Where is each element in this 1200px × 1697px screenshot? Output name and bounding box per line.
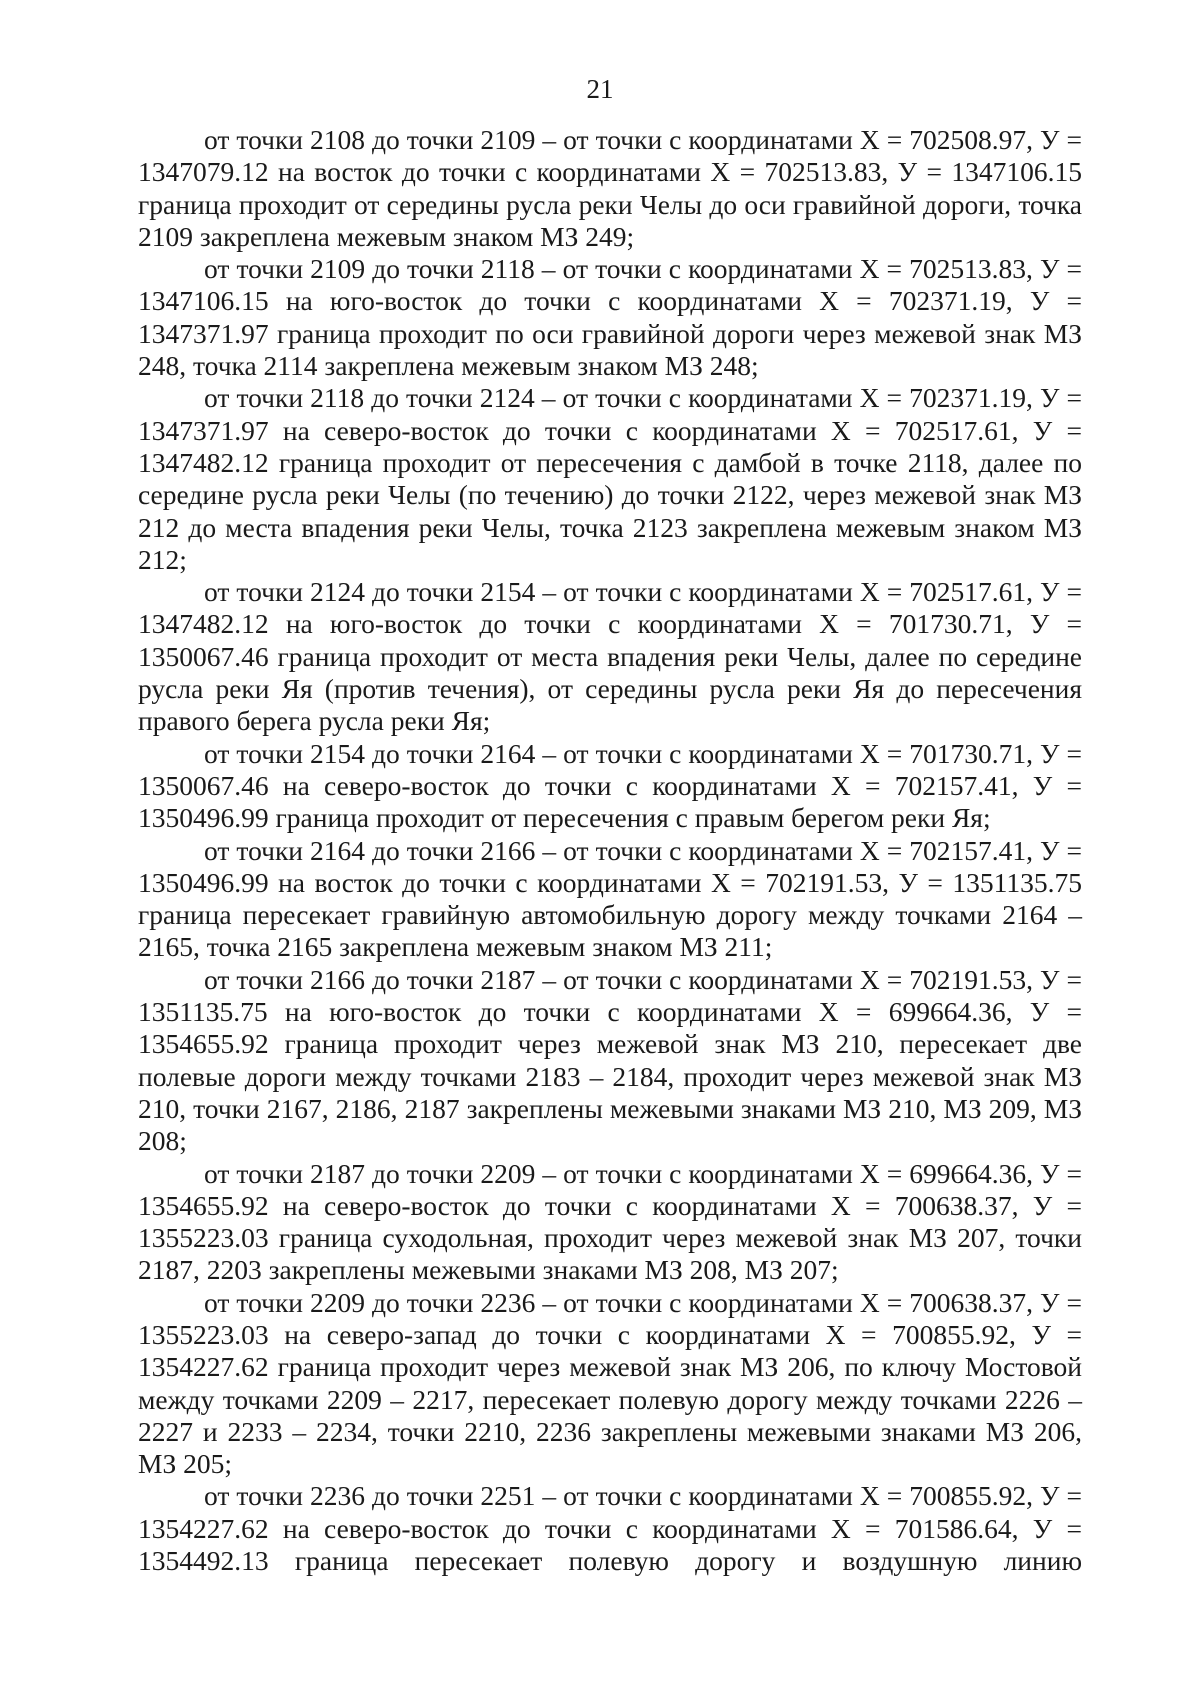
paragraph: от точки 2164 до точки 2166 – от точки с координатами Х = 702157.41, У = 1350496.99 на восток до точки с координатами Х = 702191.53, У = 1351135.75 граница пересекает гравийную автомобильную дорогу между точками 2164 – 2165, точка 2165 закреплена межевым знаком МЗ 211; xyxy=(138,834,1082,963)
paragraph: от точки 2118 до точки 2124 – от точки с координатами Х = 702371.19, У = 1347371.97 на северо-восток до точки с координатами Х = 702517.61, У = 1347482.12 граница проходит от пересечения с дамбой в точке 2118, далее по середине русла реки Челы (по течению) до точки 2122, через межевой знак МЗ 212 до места впадения реки Челы, точка 2123 закреплена межевым знаком МЗ 212; xyxy=(138,382,1082,575)
document-body xyxy=(138,124,1082,1577)
paragraph: от точки 2236 до точки 2251 – от точки с координатами Х = 700855.92, У = 1354227.62 на северо-восток до точки с координатами Х = 701586.64, У = 1354492.13 граница пересекает полевую дорогу и воздушную линию xyxy=(138,1480,1082,1577)
paragraph: от точки 2108 до точки 2109 – от точки с координатами Х = 702508.97, У = 1347079.12 на восток до точки с координатами Х = 702513.83, У = 1347106.15 граница проходит от середины русла реки Челы до оси гравийной дороги, точка 2109 закреплена межевым знаком МЗ 249; xyxy=(138,124,1082,252)
paragraph: от точки 2154 до точки 2164 – от точки с координатами Х = 701730.71, У = 1350067.46 на северо-восток до точки с координатами Х = 702157.41, У = 1350496.99 граница проходит от пересечения с правым берегом реки Яя; xyxy=(138,737,1082,834)
paragraph: от точки 2109 до точки 2118 – от точки с координатами Х = 702513.83, У = 1347106.15 на юго-восток до точки с координатами Х = 702371.19, У = 1347371.97 граница проходит по оси гравийной дороги через межевой знак МЗ 248, точка 2114 закреплена межевым знаком МЗ 248; xyxy=(138,253,1082,382)
paragraph: от точки 2124 до точки 2154 – от точки с координатами Х = 702517.61, У = 1347482.12 на юго-восток до точки с координатами Х = 701730.71, У = 1350067.46 граница проходит от места впадения реки Челы, далее по середине русла реки Яя (против течения), от середины русла реки Яя до пересечения правого берега русла реки Яя; xyxy=(138,576,1082,737)
page-number: 21 xyxy=(586,74,614,104)
paragraph: от точки 2166 до точки 2187 – от точки с координатами Х = 702191.53, У = 1351135.75 на юго-восток до точки с координатами Х = 699664.36, У = 1354655.92 граница проходит через межевой знак МЗ 210, пересекает две полевые дороги между точками 2183 – 2184, проходит через межевой знак МЗ 210, точки 2167, 2186, 2187 закреплены межевыми знаками МЗ 210, МЗ 209, МЗ 208; xyxy=(138,963,1082,1157)
paragraph: от точки 2187 до точки 2209 – от точки с координатами Х = 699664.36, У = 1354655.92 на северо-восток до точки с координатами Х = 700638.37, У = 1355223.03 граница суходольная, проходит через межевой знак МЗ 207, точки 2187, 2203 закреплены межевыми знаками МЗ 208, МЗ 207; xyxy=(138,1157,1082,1286)
paragraph: от точки 2209 до точки 2236 – от точки с координатами Х = 700638.37, У = 1355223.03 на северо-запад до точки с координатами Х = 700855.92, У = 1354227.62 граница проходит через межевой знак МЗ 206, по ключу Мостовой между точками 2209 – 2217, пересекает полевую дорогу между точками 2226 – 2227 и 2233 – 2234, точки 2210, 2236 закреплены межевыми знаками МЗ 206, МЗ 205; xyxy=(138,1286,1082,1480)
